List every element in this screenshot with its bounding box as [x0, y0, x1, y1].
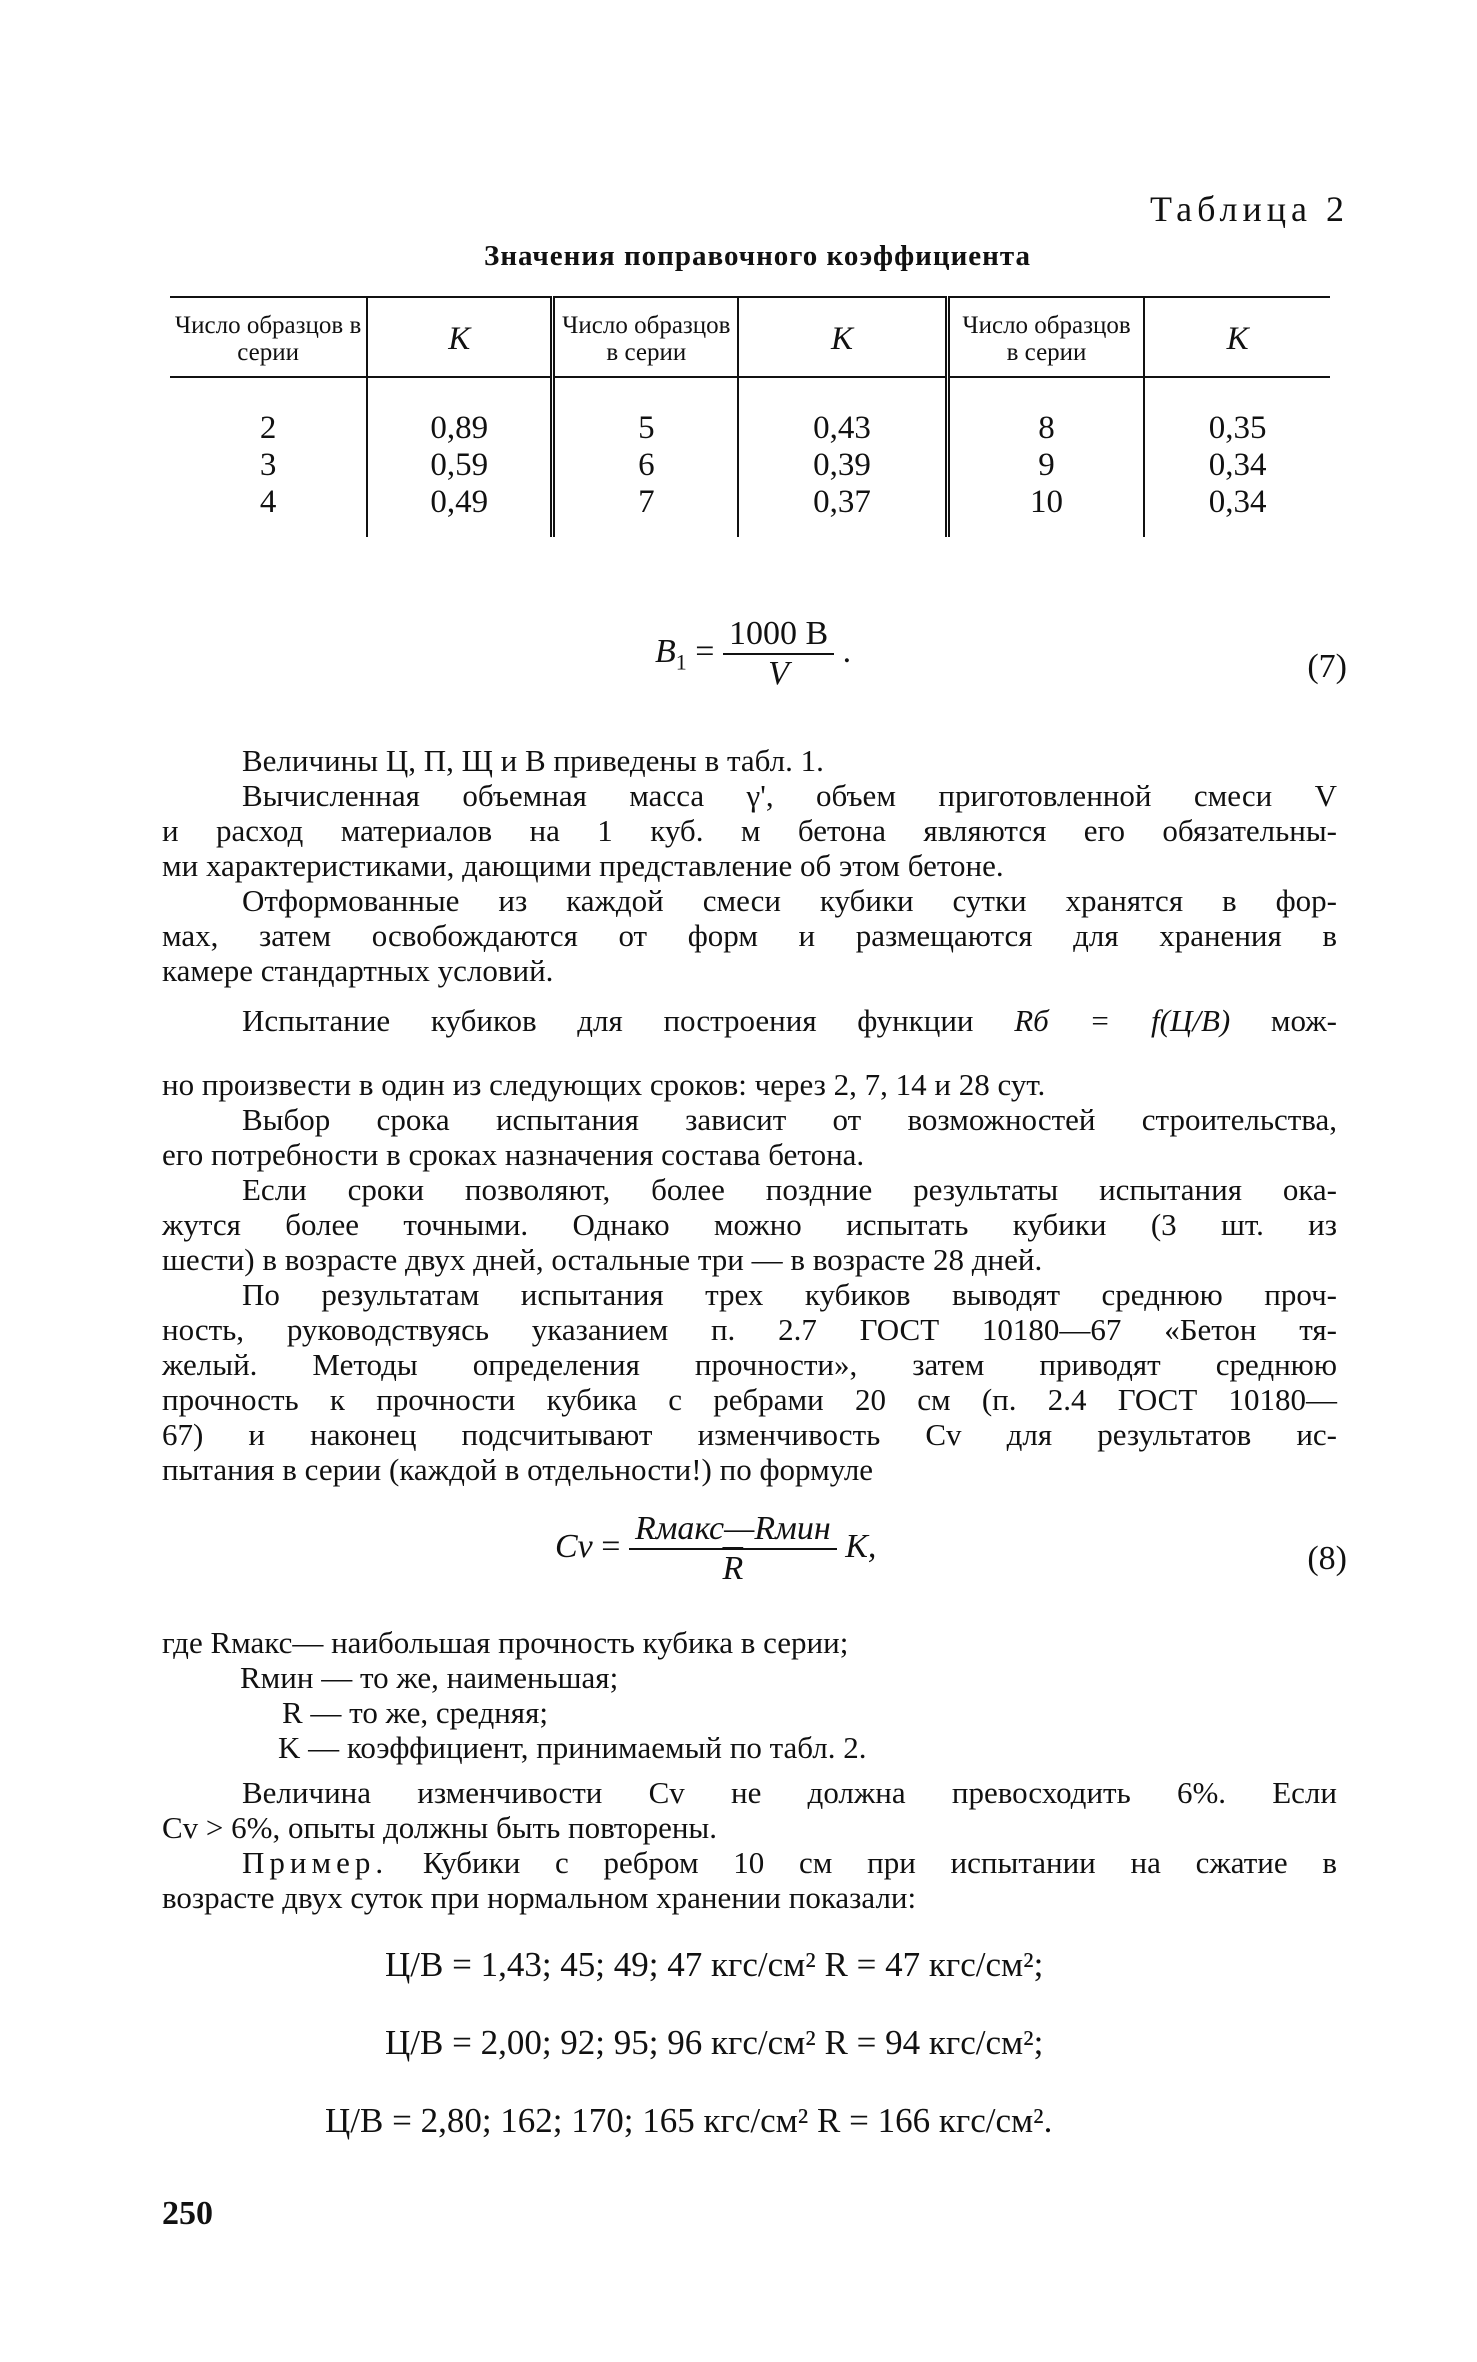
table-row	[170, 447, 1330, 484]
definitions	[162, 1625, 1337, 1765]
text-line: Cv > 6%, опыты должны быть повторены.	[162, 1810, 718, 1845]
text-fragment: мож-	[1270, 1003, 1337, 1038]
eq7-denominator: V	[768, 655, 789, 692]
eq8-lhs: Cv	[555, 1527, 593, 1565]
paragraph-2	[162, 778, 1337, 883]
header-k-2: K	[738, 297, 947, 377]
table-cell: 0,34	[1208, 447, 1267, 483]
definition-line: где Rмакс— наибольшая прочность кубика в серии;	[162, 1625, 849, 1660]
text-fragment: Испытание кубиков для построения функции	[242, 1003, 974, 1038]
text-line: 67) и наконец подсчитывают изменчивость Cv для результатов ис-	[162, 1417, 1337, 1452]
text-line: камере стандартных условий.	[162, 953, 554, 988]
table-cell: 0,34	[1208, 484, 1267, 520]
page-number: 250	[162, 2195, 213, 2232]
header-k-1: K	[367, 297, 553, 377]
header-count-3: Число образцов в серии	[947, 297, 1144, 377]
table-caption: Значения поправочного коэффициента	[484, 240, 1031, 272]
result-line: Ц/В = 1,43; 45; 49; 47 кгс/см² R = 47 кгс/см²;	[385, 1945, 1044, 1984]
table-cell: 0,35	[1208, 410, 1267, 446]
equation-8: Cv = $\frac{\text{Rмакс—Rмин}}{R}$ K,	[555, 1510, 877, 1587]
header-count-2: Число образцов в серии	[553, 297, 739, 377]
text-line: его потребности в сроках назначения состава бетона.	[162, 1137, 865, 1172]
table-cell: 0,39	[738, 447, 947, 484]
paragraph-6	[162, 1172, 1337, 1277]
paragraph-3	[162, 883, 1337, 988]
definition-line: K — коэффициент, принимаемый по табл. 2.	[278, 1730, 867, 1765]
table-cell: 4	[170, 484, 367, 537]
text-line	[162, 1003, 1337, 1038]
text-line: жутся более точными. Однако можно испытать кубики (3 шт. из	[162, 1207, 1337, 1242]
equation-8-number: (8)	[1307, 1540, 1347, 1577]
header-count-1: Число образцов в серии	[170, 297, 367, 377]
paragraph-4-line-2	[162, 1067, 1337, 1102]
paragraph-4-line-1	[162, 1003, 1337, 1038]
text-line: ми характеристиками, дающими представление об этом бетоне.	[162, 848, 1004, 883]
table-cell: 7	[553, 484, 739, 537]
eq7-lhs-sub: 1	[675, 649, 687, 675]
table-row	[170, 377, 1330, 447]
table-cell: 0,89	[367, 377, 553, 447]
table-label: Таблица 2	[1150, 189, 1349, 229]
paragraph-9	[162, 1845, 1337, 1915]
eq7-numerator: 1000 B	[723, 615, 834, 655]
result-line: Ц/В = 2,80; 162; 170; 165 кгс/см² R = 166 кгс/см².	[325, 2101, 1053, 2140]
table-cell: 0,49	[367, 484, 553, 537]
text-line: шести) в возрасте двух дней, остальные три — в возрасте 28 дней.	[162, 1242, 1043, 1277]
text-line: мах, затем освобождаются от форм и размещаются для хранения в	[162, 918, 1337, 953]
table-cell: 0,43	[738, 377, 947, 447]
eq7-fraction	[723, 615, 834, 693]
text-line: и расход материалов на 1 куб. м бетона являются его обязательны-	[162, 813, 1337, 848]
paragraph-5	[162, 1102, 1337, 1172]
example-label: Пример.	[242, 1845, 389, 1880]
table-cell: 5	[553, 377, 739, 447]
eq8-factor: K,	[845, 1527, 877, 1565]
table-cell: 9	[947, 447, 1144, 484]
text-line: Выбор срока испытания зависит от возможностей строительства,	[242, 1102, 1337, 1137]
definition-line: R — то же, средняя;	[282, 1695, 548, 1730]
function-expression: Rб = f(Ц/В)	[1014, 1003, 1231, 1038]
eq7-lhs: B	[655, 632, 676, 670]
equation-7-number: (7)	[1307, 648, 1347, 685]
table-cell: 8	[947, 377, 1144, 447]
table-header-row	[170, 297, 1330, 377]
coefficient-table	[170, 296, 1330, 537]
text-line	[162, 1845, 1337, 1880]
table-cell: 10	[947, 484, 1144, 537]
text-line: пытания в серии (каждой в отдельности!) по формуле	[162, 1452, 874, 1487]
paragraph-7	[162, 1277, 1337, 1487]
result-line: Ц/В = 2,00; 92; 95; 96 кгс/см² R = 94 кгс/см²;	[385, 2023, 1044, 2062]
eq8-fraction	[629, 1510, 837, 1588]
text-line: Величины Ц, П, Щ и В приведены в табл. 1.	[242, 743, 824, 778]
text-line: Если сроки позволяют, более поздние результаты испытания ока-	[242, 1172, 1337, 1207]
paragraph-8	[162, 1775, 1337, 1845]
text-line: По результатам испытания трех кубиков выводят среднюю проч-	[242, 1277, 1337, 1312]
eq8-denominator: R	[722, 1550, 744, 1587]
table-cell: 3	[170, 447, 367, 484]
paragraph-1	[162, 743, 1337, 778]
table-cell: 0,59	[367, 447, 553, 484]
table-cell: 0,37	[738, 484, 947, 537]
table-cell: 6	[553, 447, 739, 484]
text-line: но произвести в один из следующих сроков: через 2, 7, 14 и 28 сут.	[162, 1067, 1046, 1102]
eq8-numerator: Rмакс—Rмин	[629, 1510, 837, 1550]
table-row	[170, 484, 1330, 537]
definition-line: Rмин — то же, наименьшая;	[240, 1660, 619, 1695]
text-line: возрасте двух суток при нормальном хранении показали:	[162, 1880, 917, 1915]
text-line: желый. Методы определения прочности», затем приводят среднюю	[162, 1347, 1337, 1382]
text-fragment: Кубики с ребром 10 см при испытании на сжатие в	[422, 1845, 1337, 1880]
equation-7: $B_1$ = $\frac{1000 B}{V}$ .	[655, 615, 852, 692]
text-line: Вычисленная объемная масса γ', объем приготовленной смеси V	[242, 778, 1337, 813]
text-line: прочность к прочности кубика с ребрами 20 см (п. 2.4 ГОСТ 10180—	[162, 1382, 1337, 1417]
table-cell: 2	[170, 377, 367, 447]
header-k-3: K	[1144, 297, 1330, 377]
text-line: Отформованные из каждой смеси кубики сутки хранятся в фор-	[242, 883, 1337, 918]
text-line: ность, руководствуясь указанием п. 2.7 ГОСТ 10180—67 «Бетон тя-	[162, 1312, 1337, 1347]
text-line: Величина изменчивости Cv не должна превосходить 6%. Если	[242, 1775, 1337, 1810]
